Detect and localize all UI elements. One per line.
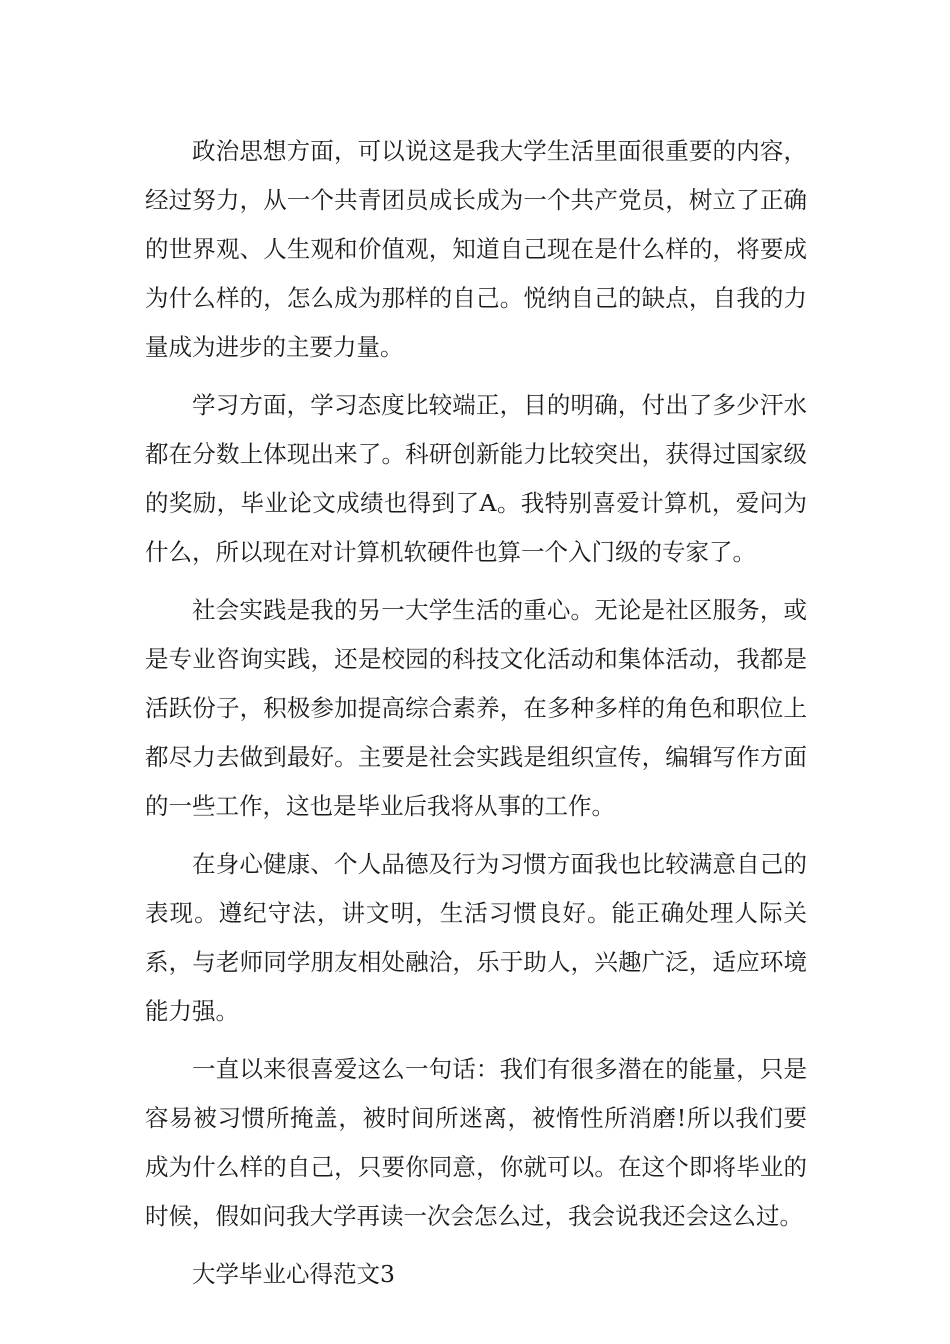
paragraph-political-thought: 政治思想方面，可以说这是我大学生活里面很重要的内容，经过努力，从一个共青团员成长成为一个共产党员，树立了正确的世界观、人生观和价值观，知道自己现在是什么样的，将要成为什么样的，怎么成为那样的自己。悦纳自己的缺点，自我的力量成为进步的主要力量。 <box>145 137 807 361</box>
paragraph-favorite-quote: 一直以来很喜爱这么一句话：我们有很多潜在的能量，只是容易被习惯所掩盖，被时间所迷离，被惰性所消磨!所以我们要成为什么样的自己，只要你同意，你就可以。在这个即将毕业的时候，假如问我大学再读一次会怎么过，我会说我还会这么过。 <box>145 1055 807 1230</box>
document-body <box>145 127 807 1299</box>
paragraph-study: 学习方面，学习态度比较端正，目的明确，付出了多少汗水都在分数上体现出来了。科研创新能力比较突出，获得过国家级的奖励，毕业论文成绩也得到了A。我特别喜爱计算机，爱问为什么，所以现在对计算机软硬件也算一个入门级的专家了。 <box>145 391 807 566</box>
paragraph-health-character: 在身心健康、个人品德及行为习惯方面我也比较满意自己的表现。遵纪守法，讲文明，生活习惯良好。能正确处理人际关系，与老师同学朋友相处融洽，乐于助人，兴趣广泛，适应环境能力强。 <box>145 850 807 1025</box>
paragraph-social-practice: 社会实践是我的另一大学生活的重心。无论是社区服务，或是专业咨询实践，还是校园的科技文化活动和集体活动，我都是活跃份子，积极参加提高综合素养，在多种多样的角色和职位上都尽力去做到最好。主要是社会实践是组织宣传，编辑写作方面的一些工作，这也是毕业后我将从事的工作。 <box>145 596 807 820</box>
section-heading: 大学毕业心得范文3 <box>192 1260 395 1288</box>
